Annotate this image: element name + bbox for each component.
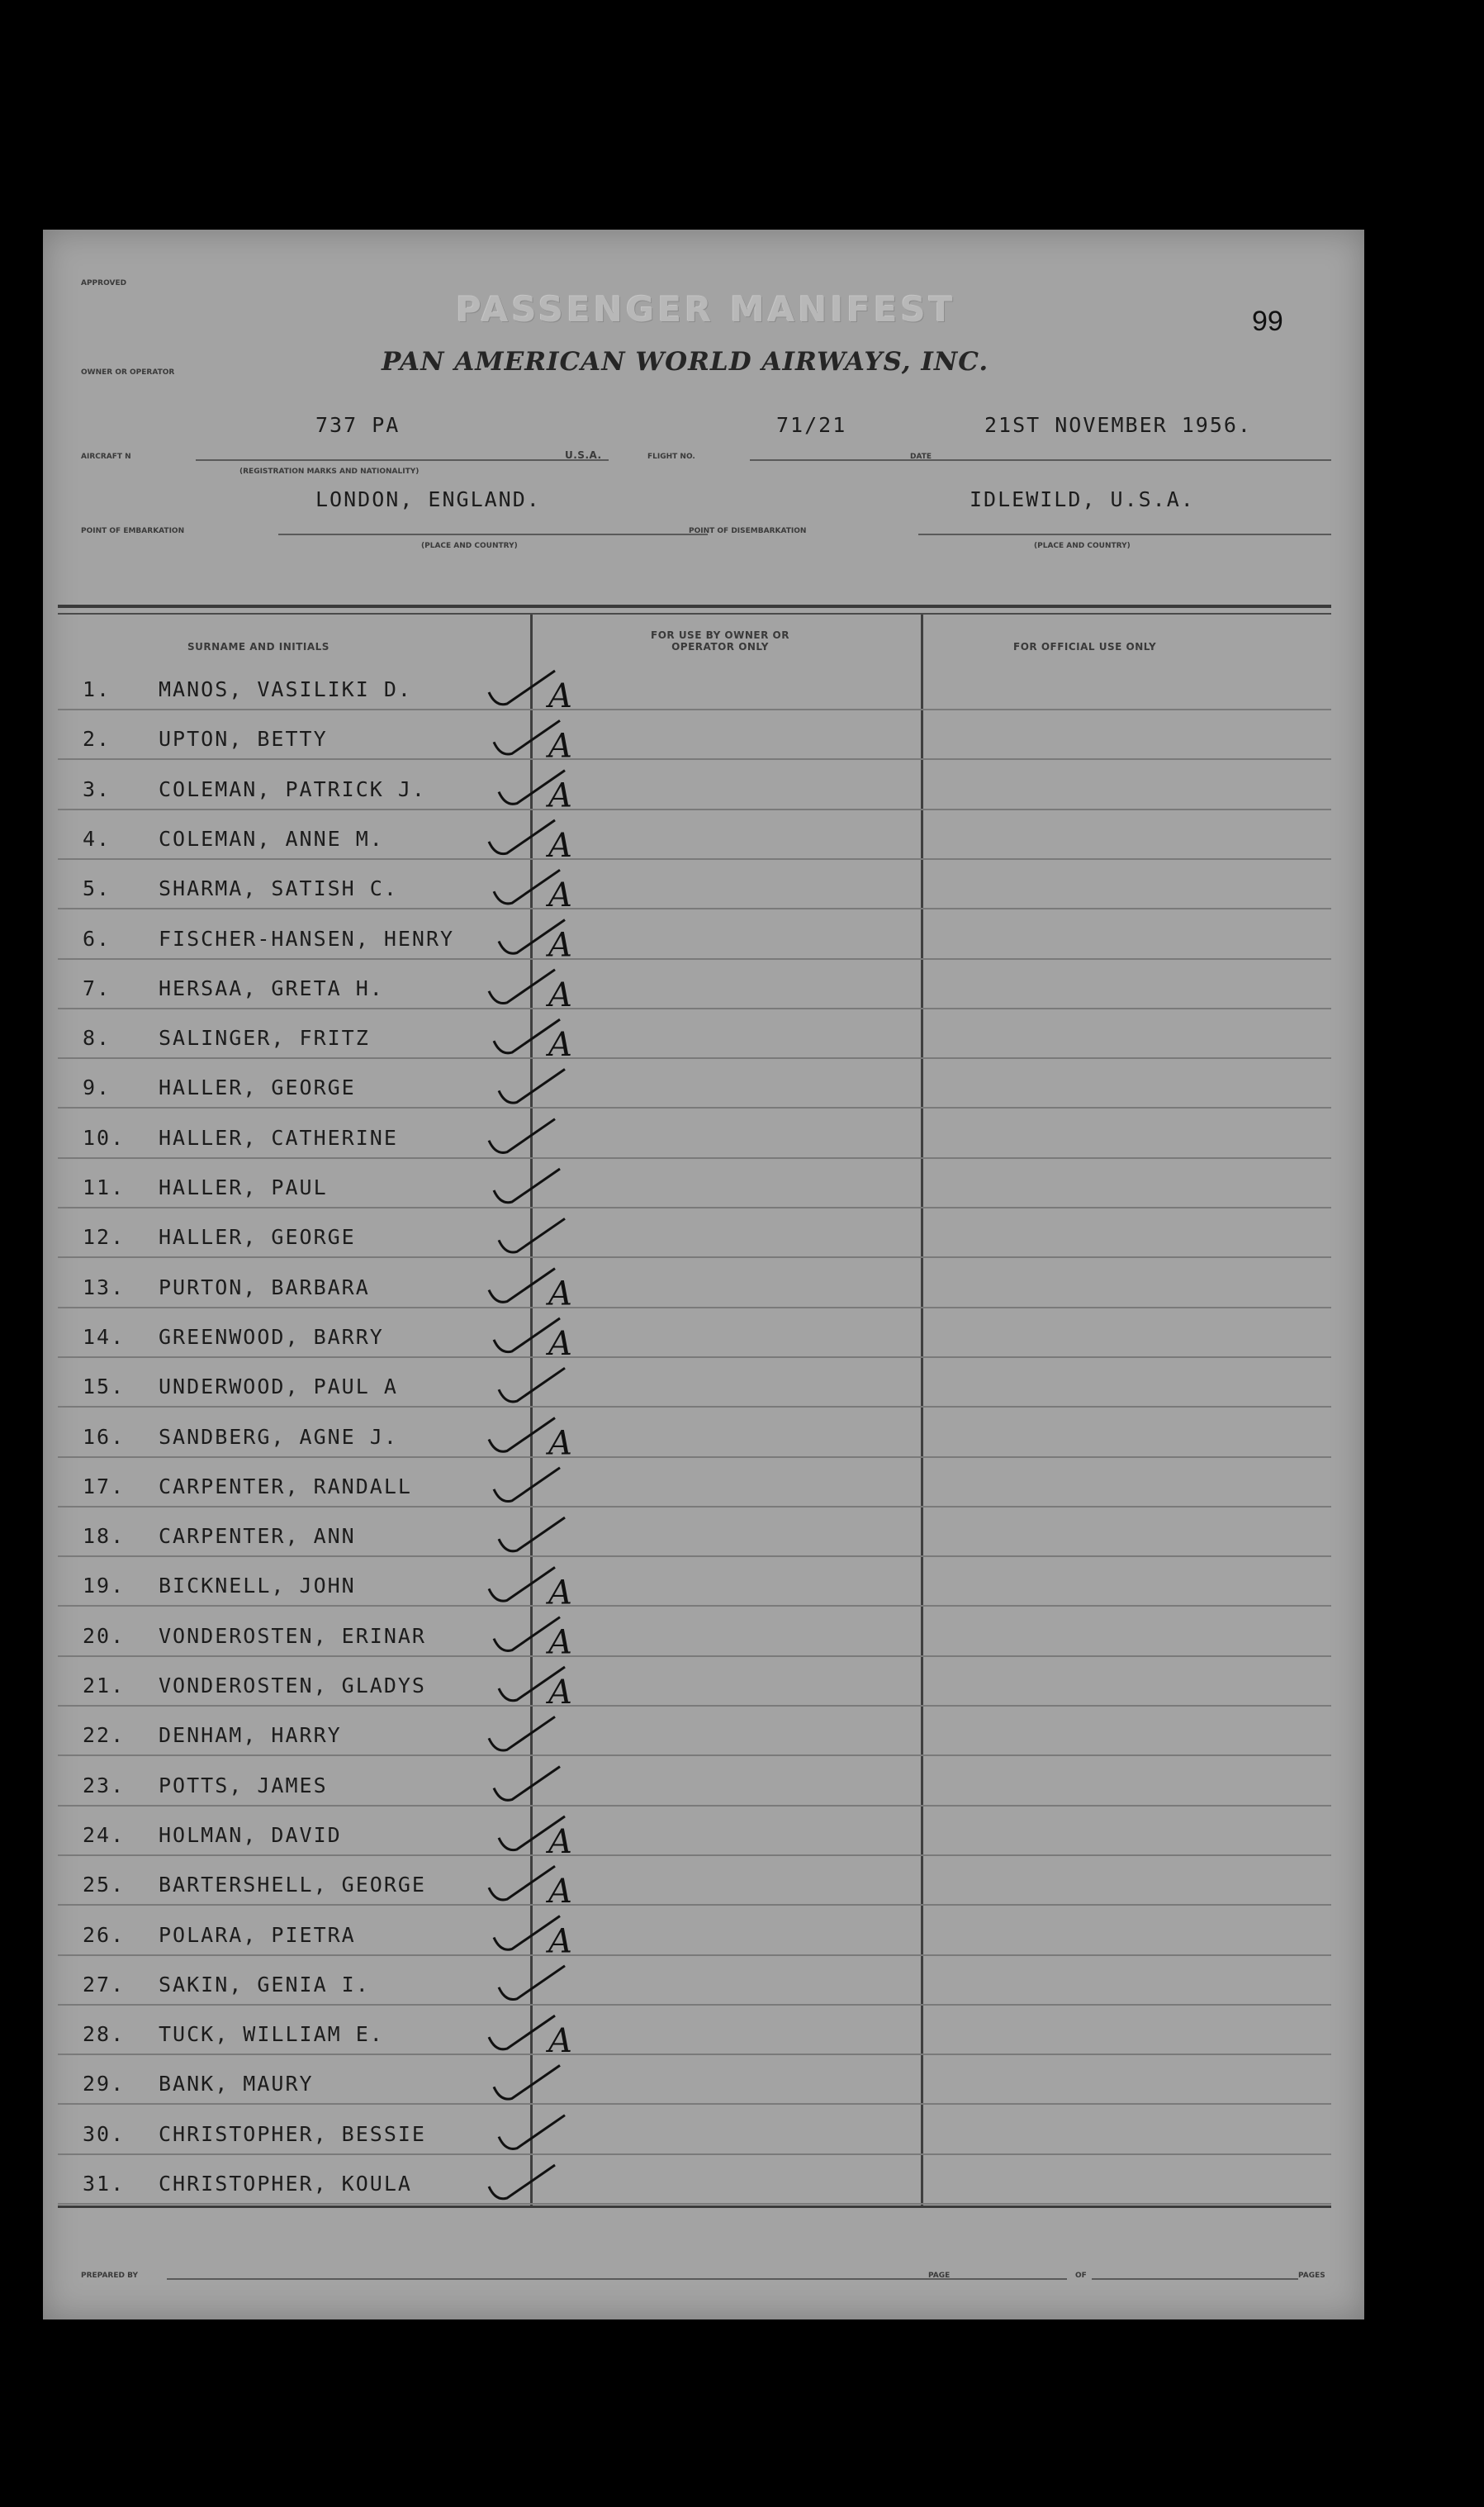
page-underline — [960, 2278, 1067, 2280]
operator-mark: A — [548, 1026, 572, 1065]
check-mark — [489, 1119, 555, 1153]
passenger-name: COLEMAN, ANNE M. — [159, 826, 384, 851]
passenger-number: 2. — [83, 727, 111, 752]
passenger-name: SHARMA, SATISH C. — [159, 876, 398, 901]
passenger-number: 14. — [83, 1324, 126, 1349]
flight-label: FLIGHT NO. — [647, 453, 695, 461]
passenger-name: PURTON, BARBARA — [159, 1275, 370, 1299]
passenger-number: 23. — [83, 1773, 126, 1797]
embarkation-value: LONDON, ENGLAND. — [315, 487, 541, 511]
operator-mark: A — [548, 1822, 572, 1861]
aircraft-label: AIRCRAFT N — [81, 453, 131, 461]
passenger-name: TUCK, WILLIAM E. — [159, 2022, 384, 2047]
aircraft-value: 737 PA — [315, 413, 401, 437]
check-mark — [489, 1269, 555, 1303]
passenger-number: 19. — [83, 1574, 126, 1598]
passenger-number: 5. — [83, 876, 111, 901]
passenger-number: 8. — [83, 1026, 111, 1051]
passenger-number: 30. — [83, 2121, 126, 2146]
passenger-name: HALLER, GEORGE — [159, 1225, 356, 1250]
operator-mark: A — [548, 2022, 572, 2061]
passenger-number: 11. — [83, 1175, 126, 1199]
check-mark — [499, 1966, 565, 2000]
manifest-sheet — [43, 230, 1364, 2319]
passenger-name: CARPENTER, ANN — [159, 1524, 356, 1549]
passenger-number: 4. — [83, 826, 111, 851]
operator-mark: A — [548, 1873, 572, 1911]
passenger-name: POTTS, JAMES — [159, 1773, 328, 1797]
passenger-number: 18. — [83, 1524, 126, 1549]
passenger-name: DENHAM, HARRY — [159, 1723, 342, 1748]
check-mark — [489, 2165, 555, 2199]
passenger-name: CHRISTOPHER, KOULA — [159, 2172, 412, 2196]
passenger-number: 31. — [83, 2172, 126, 2196]
operator-mark: A — [548, 926, 572, 965]
check-mark — [494, 1468, 560, 1502]
passenger-number: 7. — [83, 976, 111, 1000]
passenger-name: SALINGER, FRITZ — [159, 1026, 370, 1051]
check-mark — [489, 1567, 555, 1601]
operator-mark: A — [548, 727, 572, 766]
passenger-number: 15. — [83, 1375, 126, 1399]
registration-note: (REGISTRATION MARKS AND NATIONALITY) — [239, 468, 420, 476]
embarkation-note: (PLACE AND COUNTRY) — [421, 542, 518, 550]
check-mark — [489, 1866, 555, 1900]
passenger-name: VONDEROSTEN, ERINAR — [159, 1623, 426, 1648]
check-mark — [499, 1368, 565, 1402]
check-mark — [489, 1418, 555, 1452]
passenger-number: 26. — [83, 1922, 126, 1947]
passenger-number: 28. — [83, 2022, 126, 2047]
of-underline — [1092, 2278, 1298, 2280]
operator-mark: A — [548, 1424, 572, 1463]
column-header-operator: FOR USE BY OWNER OR OPERATOR ONLY — [651, 629, 789, 653]
operator-mark: A — [548, 677, 572, 715]
passenger-number: 24. — [83, 1822, 126, 1847]
of-label: OF — [1075, 2272, 1087, 2280]
passenger-name: HALLER, CATHERINE — [159, 1125, 398, 1150]
passenger-name: CHRISTOPHER, BESSIE — [159, 2121, 426, 2146]
operator-mark: A — [548, 1674, 572, 1712]
passenger-number: 27. — [83, 1972, 126, 1997]
company-name: PAN AMERICAN WORLD AIRWAYS, INC. — [382, 347, 989, 377]
usa-label: U.S.A. — [565, 449, 602, 461]
date-value: 21ST NOVEMBER 1956. — [984, 413, 1252, 437]
check-mark — [489, 2016, 555, 2049]
check-mark — [494, 1169, 560, 1203]
operator-mark: A — [548, 876, 572, 915]
operator-mark: A — [548, 826, 572, 865]
check-mark — [494, 2065, 560, 2099]
page-label: PAGE — [928, 2272, 951, 2280]
check-mark — [499, 1069, 565, 1103]
check-mark — [499, 1218, 565, 1252]
passenger-number: 25. — [83, 1873, 126, 1897]
passenger-number: 22. — [83, 1723, 126, 1748]
operator-mark: A — [548, 1275, 572, 1313]
passenger-number: 13. — [83, 1275, 126, 1299]
passenger-name: MANOS, VASILIKI D. — [159, 677, 412, 701]
passenger-number: 12. — [83, 1225, 126, 1250]
pages-label: PAGES — [1298, 2272, 1325, 2280]
passenger-name: UNDERWOOD, PAUL A — [159, 1375, 398, 1399]
passenger-name: GREENWOOD, BARRY — [159, 1324, 384, 1349]
operator-mark: A — [548, 1324, 572, 1363]
passenger-number: 9. — [83, 1075, 111, 1100]
passenger-number: 10. — [83, 1125, 126, 1150]
approved-stamp: APPROVED — [81, 279, 127, 287]
embarkation-label: POINT OF EMBARKATION — [81, 527, 185, 535]
page-number: 99 — [1252, 306, 1283, 337]
check-mark — [489, 820, 555, 854]
operator-mark: A — [548, 1922, 572, 1961]
passenger-number: 6. — [83, 926, 111, 951]
date-label: DATE — [910, 453, 932, 461]
passenger-name: UPTON, BETTY — [159, 727, 328, 752]
disembarkation-note: (PLACE AND COUNTRY) — [1034, 542, 1131, 550]
check-mark — [494, 1767, 560, 1801]
passenger-name: BICKNELL, JOHN — [159, 1574, 356, 1598]
owner-label: OWNER OR OPERATOR — [81, 368, 175, 377]
passenger-name: HALLER, PAUL — [159, 1175, 328, 1199]
passenger-name: HOLMAN, DAVID — [159, 1822, 342, 1847]
column-header-names: SURNAME AND INITIALS — [187, 641, 330, 653]
passenger-name: BARTERSHELL, GEORGE — [159, 1873, 426, 1897]
check-mark — [489, 970, 555, 1004]
passenger-name: BANK, MAURY — [159, 2072, 314, 2096]
prepared-underline — [167, 2278, 960, 2280]
check-mark — [489, 671, 555, 705]
operator-mark: A — [548, 976, 572, 1014]
operator-mark: A — [548, 776, 572, 815]
passenger-name: CARPENTER, RANDALL — [159, 1474, 412, 1498]
operator-marks — [43, 230, 1364, 2319]
passenger-number: 1. — [83, 677, 111, 701]
passenger-number: 21. — [83, 1674, 126, 1697]
passenger-number: 29. — [83, 2072, 126, 2096]
passenger-number: 17. — [83, 1474, 126, 1498]
passenger-number: 16. — [83, 1424, 126, 1449]
passenger-name: SANDBERG, AGNE J. — [159, 1424, 398, 1449]
disembarkation-value: IDLEWILD, U.S.A. — [970, 487, 1195, 511]
passenger-name: VONDEROSTEN, GLADYS — [159, 1674, 426, 1697]
passenger-name: HERSAA, GRETA H. — [159, 976, 384, 1000]
flight-value: 71/21 — [776, 413, 847, 437]
passenger-name: HALLER, GEORGE — [159, 1075, 356, 1100]
disembarkation-label: POINT OF DISEMBARKATION — [689, 527, 807, 535]
column-header-official: FOR OFFICIAL USE ONLY — [1013, 641, 1157, 653]
passenger-number: 20. — [83, 1623, 126, 1648]
passenger-name: COLEMAN, PATRICK J. — [159, 776, 426, 801]
passenger-name: SAKIN, GENIA I. — [159, 1972, 370, 1997]
check-mark — [499, 2115, 565, 2149]
prepared-by-label: PREPARED BY — [81, 2272, 138, 2280]
operator-mark: A — [548, 1623, 572, 1662]
passenger-name: POLARA, PIETRA — [159, 1922, 356, 1947]
passenger-name: FISCHER-HANSEN, HENRY — [159, 926, 455, 951]
passenger-number: 3. — [83, 776, 111, 801]
check-mark — [499, 1517, 565, 1551]
operator-mark: A — [548, 1574, 572, 1612]
check-mark — [489, 1716, 555, 1750]
page-title: PASSENGER MANIFEST — [456, 289, 956, 330]
